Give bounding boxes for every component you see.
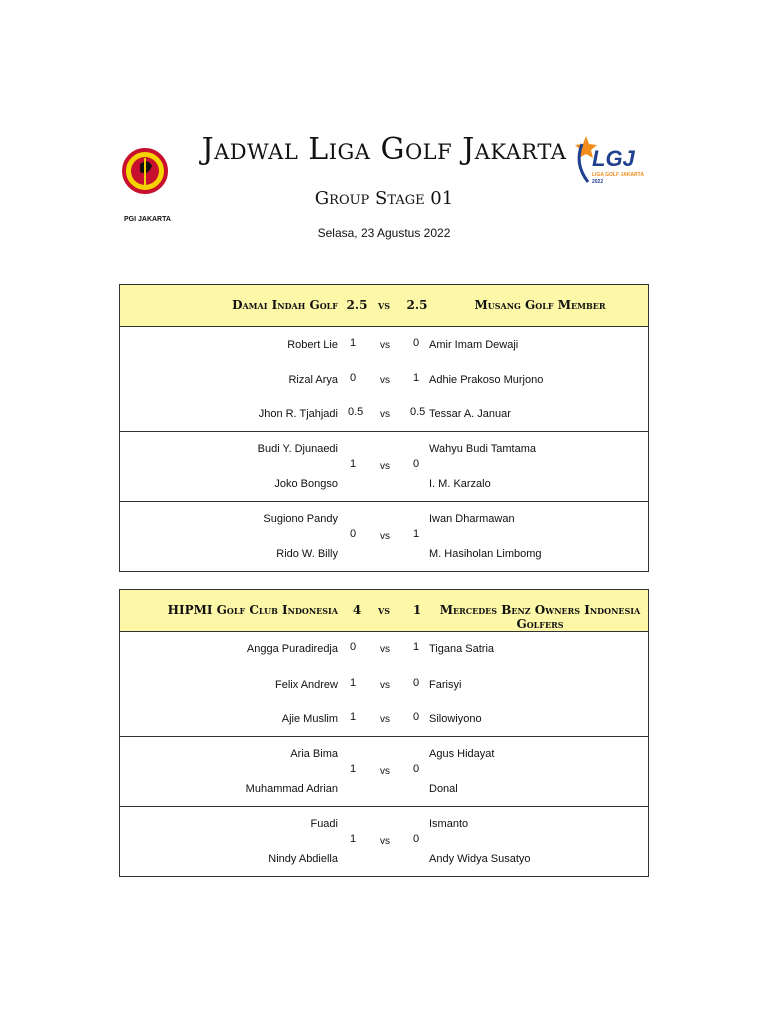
score-left: 1 [349, 833, 357, 845]
player-left: Angga Puradiredja [246, 643, 338, 655]
player-right: Ismanto [429, 818, 469, 830]
score-left: 1 [349, 677, 357, 689]
vs-label: vs [380, 409, 390, 420]
lgj-logo-sub: LIGA GOLF JAKARTA [592, 172, 644, 178]
team-left: HIPMI Golf Club Indonesia [167, 603, 338, 617]
player-right: Agus Hidayat [429, 748, 495, 760]
lgj-logo-text: LGJ [592, 146, 635, 171]
vs-label: vs [380, 644, 390, 655]
player-right: Adhie Prakoso Murjono [429, 374, 544, 386]
score-right: 0 [412, 337, 420, 349]
player-left: Budi Y. Djunaedi [257, 443, 338, 455]
player-right: Andy Widya Susatyo [429, 853, 531, 865]
score-left: 0 [349, 528, 357, 540]
player-left: Nindy Abdiella [268, 853, 338, 865]
vs-label: vs [378, 298, 390, 312]
singles-group [120, 327, 648, 432]
player-left: Rido W. Billy [276, 548, 338, 560]
player-left: Aria Bima [290, 748, 338, 760]
player-left: Rizal Arya [288, 374, 338, 386]
player-right: I. M. Karzalo [429, 478, 491, 490]
player-left: Jhon R. Tjahjadi [258, 408, 338, 420]
player-right: M. Hasiholan Limbomg [429, 548, 542, 560]
vs-label: vs [380, 766, 390, 777]
vs-label: vs [380, 680, 390, 691]
player-right: Farisyi [429, 679, 462, 691]
pairs-group [120, 737, 648, 807]
player-left: Robert Lie [287, 339, 338, 351]
score-right: 0 [412, 458, 420, 470]
match-header [120, 590, 648, 632]
team-left: Damai Indah Golf [232, 298, 338, 312]
score-right: 0 [412, 763, 420, 775]
score-left: 0.5 [348, 406, 364, 418]
team-right-score: 2.5 [406, 298, 428, 312]
player-right: Wahyu Budi Tamtama [429, 443, 536, 455]
team-right: Musang Golf Member [474, 298, 606, 312]
score-left: 0 [349, 641, 357, 653]
player-right: Amir Imam Dewaji [429, 339, 519, 351]
score-left: 1 [349, 458, 357, 470]
player-left: Muhammad Adrian [245, 783, 338, 795]
player-right: Tigana Satria [429, 643, 495, 655]
match-card [119, 589, 649, 877]
score-left: 1 [349, 763, 357, 775]
score-right: 0 [412, 677, 420, 689]
score-left: 1 [349, 337, 357, 349]
score-right: 1 [412, 528, 420, 540]
singles-group [120, 632, 648, 737]
player-left: Felix Andrew [275, 679, 338, 691]
pgi-logo-caption: PGI JAKARTA [124, 216, 171, 223]
player-right: Tessar A. Januar [429, 408, 511, 420]
pairs-group [120, 807, 648, 876]
vs-label: vs [378, 603, 390, 617]
player-right: Silowiyono [429, 713, 482, 725]
score-right: 0.5 [410, 406, 426, 418]
player-left: Sugiono Pandy [263, 513, 338, 525]
match-header [120, 285, 648, 327]
score-right: 1 [412, 372, 420, 384]
page-subtitle: Group Stage 01 [314, 188, 454, 209]
score-left: 1 [349, 711, 357, 723]
vs-label: vs [380, 340, 390, 351]
pairs-group [120, 502, 648, 571]
score-right: 1 [412, 641, 420, 653]
match-card [119, 284, 649, 572]
team-right: Mercedes Benz Owners Indonesia Golfers [439, 603, 641, 631]
vs-label: vs [380, 714, 390, 725]
score-right: 0 [412, 833, 420, 845]
score-right: 0 [412, 711, 420, 723]
vs-label: vs [380, 461, 390, 472]
team-left-score: 2.5 [346, 298, 368, 312]
pairs-group [120, 432, 648, 502]
player-right: Iwan Dharmawan [429, 513, 515, 525]
team-right-score: 1 [412, 603, 422, 617]
player-left: Fuadi [310, 818, 338, 830]
player-left: Ajie Muslim [281, 713, 338, 725]
player-right: Donal [429, 783, 458, 795]
score-left: 0 [349, 372, 357, 384]
team-left-score: 4 [352, 603, 362, 617]
vs-label: vs [380, 531, 390, 542]
vs-label: vs [380, 836, 390, 847]
page-title: Jadwal Liga Golf Jakarta [201, 132, 567, 167]
player-left: Joko Bongso [274, 478, 338, 490]
vs-label: vs [380, 375, 390, 386]
match-date: Selasa, 23 Agustus 2022 [317, 226, 451, 240]
lgj-logo-year: 2022 [592, 179, 604, 185]
